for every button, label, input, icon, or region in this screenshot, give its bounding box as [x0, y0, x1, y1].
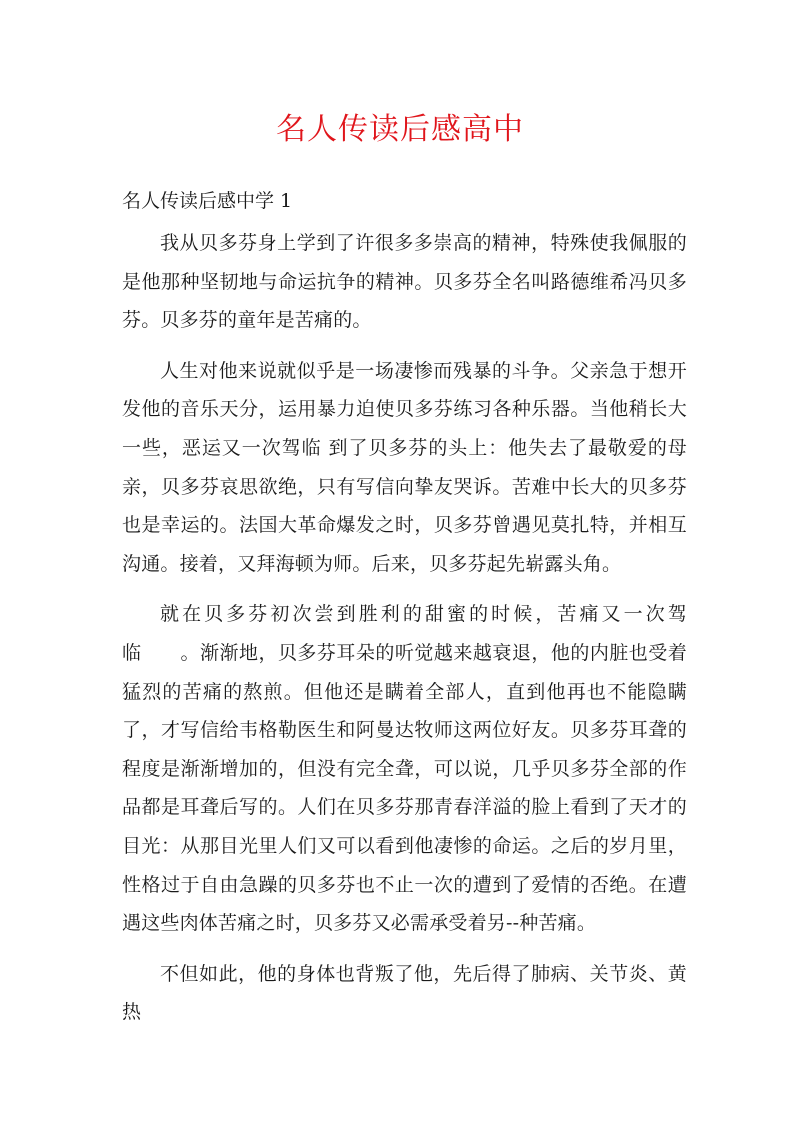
paragraph-4: 不但如此，他的身体也背叛了他，先后得了肺病、关节炎、黄热 — [122, 962, 687, 1024]
document-title: 名人传读后感高中 — [276, 112, 524, 147]
section-heading: 名人传读后感中学 1 — [122, 190, 293, 212]
body-text — [122, 224, 687, 1044]
paragraph-2: 人生对他来说就似乎是一场凄惨而残暴的斗争。父亲急于想开发他的音乐天分，运用暴力迫使贝多芬练习各种乐器。当他稍长大一些，恶运又一次驾临 到了贝多芬的头上：他失去了最敬爱的母亲，贝多芬哀思欲绝，只有写信向挚友哭诉。苦难中长大的贝多芬也是幸运的。法国大革命爆发之时，贝多芬曾遇见莫扎特，并相互沟通。接着，又拜海顿为师。后来，贝多芬起先崭露头角。 — [122, 359, 687, 575]
paragraph-1: 我从贝多芬身上学到了许很多多崇高的精神，特殊使我佩服的是他那种坚韧地与命运抗争的精神。贝多芬全名叫路德维希冯贝多芬。贝多芬的童年是苦痛的。 — [122, 232, 687, 332]
paragraph-3: 就在贝多芬初次尝到胜利的甜蜜的时候，苦痛又一次驾临 。渐渐地，贝多芬耳朵的听觉越来越衰退，他的内脏也受着猛烈的苦痛的熬煎。但他还是瞒着全部人，直到他再也不能隐瞒了，才写信给韦格勒医生和阿曼达牧师这两位好友。贝多芬耳聋的程度是渐渐增加的，但没有完全聋，可以说，几乎贝多芬全部的作品都是耳聋后写的。人们在贝多芬那青春洋溢的脸上看到了天才的目光：从那目光里人们又可以看到他凄惨的命运。之后的岁月里，性格过于自由急躁的贝多芬也不止一次的遭到了爱情的否绝。在遭遇这些肉体苦痛之时，贝多芬又必需承受着另--种苦痛。 — [122, 603, 687, 935]
